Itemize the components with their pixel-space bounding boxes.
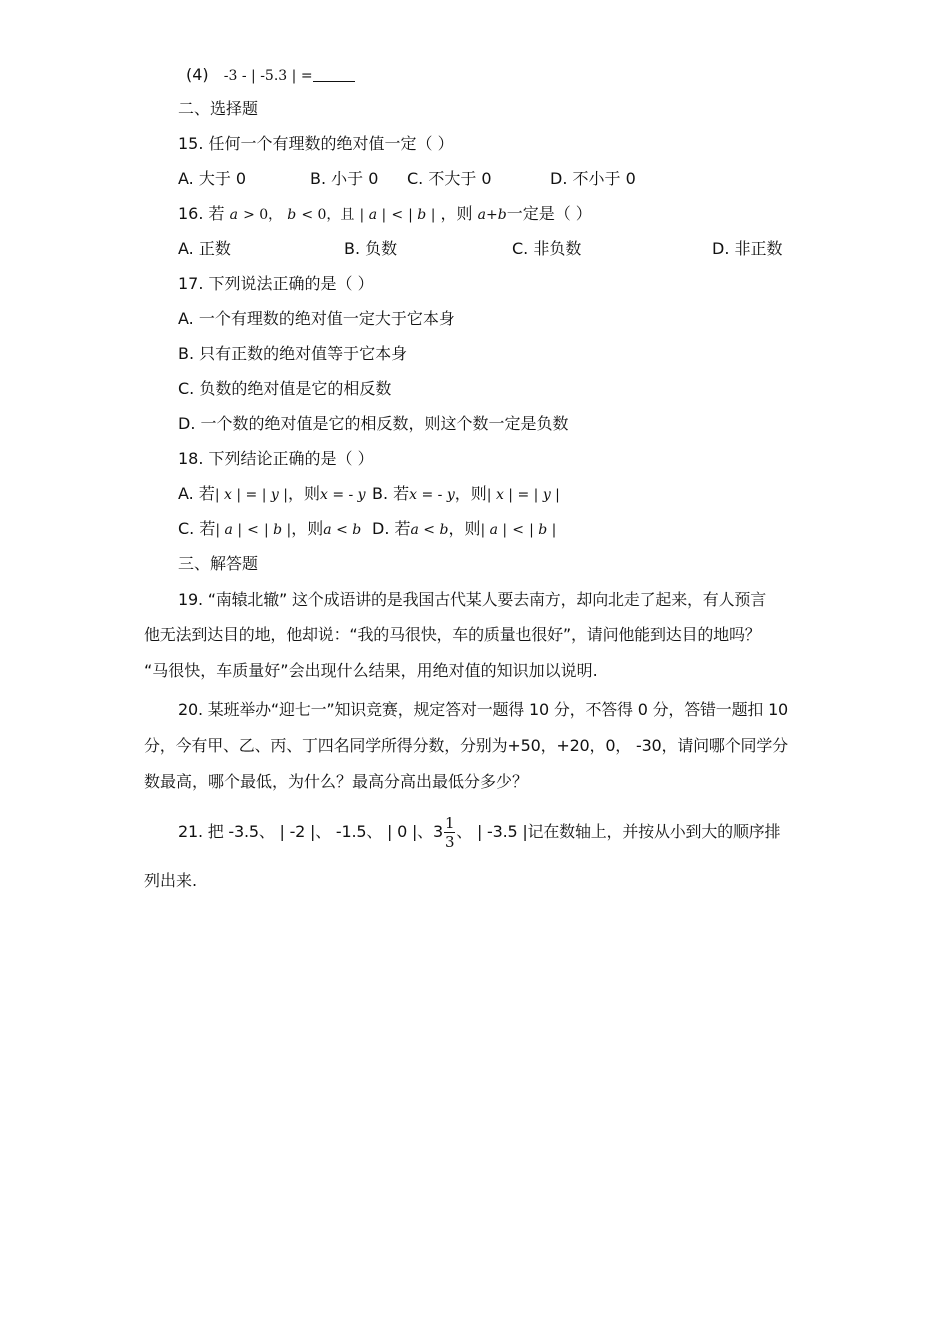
section-3-title: 三、解答题 (178, 554, 259, 573)
q16-gt-zero: > 0， (243, 207, 283, 223)
q18-b-condition: x = - y (409, 487, 455, 503)
q16-option-c: C. 非负数 (512, 239, 582, 258)
q18-d-abs-b: | b | (529, 522, 557, 538)
section-2-title: 二、选择题 (178, 99, 259, 118)
q18-stem: 18. 下列结论正确的是（ ） (178, 449, 374, 468)
q18-d-abs-a: | a | (480, 522, 508, 538)
q18-a-result: x = - y (319, 487, 366, 503)
q17-option-c: C. 负数的绝对值是它的相反数 (178, 379, 392, 398)
q17-option-a: A. 一个有理数的绝对值一定大于它本身 (178, 309, 455, 328)
q18-c-lt: < (247, 522, 259, 538)
q18-d-label: D. 若 (372, 519, 411, 538)
q17-option-b: B. 只有正数的绝对值等于它本身 (178, 344, 408, 363)
q16-stem (178, 203, 592, 226)
q17-option-d: D. 一个数的绝对值是它的相反数，则这个数一定是负数 (178, 414, 569, 433)
q19-line-2: 他无法到达目的地，他却说：“我的马很快，车的质量也很好”，请问他能到达目的地吗？ (144, 625, 761, 644)
q17-stem: 17. 下列说法正确的是（ ） (178, 274, 374, 293)
q14-part4-expr: -3 - | -5.3 | = (223, 68, 313, 84)
q21-line-1 (178, 810, 780, 854)
q18-c-abs-a: | a | (215, 522, 243, 538)
q18-b-then: ，则 (454, 484, 487, 503)
q16-option-b: B. 负数 (344, 239, 398, 258)
q18-option-d (372, 518, 556, 541)
q18-c-then: ，则 (291, 519, 324, 538)
q18-c-result: a < b (323, 522, 362, 538)
q14-part4-label: (4) (186, 65, 209, 84)
fraction-denominator: 3 (444, 832, 455, 851)
q18-a-then: ，则 (287, 484, 320, 503)
q16-then: ，则 (440, 204, 473, 223)
q18-c-abs-b: | b | (263, 522, 292, 538)
q18-d-condition: a < b (410, 522, 449, 538)
q15-option-b: B. 小于 0 (310, 169, 379, 188)
q16-abs-a: | a | (359, 207, 387, 223)
q16-option-d: D. 非正数 (712, 239, 783, 258)
q15-stem: 15. 任何一个有理数的绝对值一定（ ） (178, 134, 454, 153)
q16-lt-zero: < 0，且 (301, 207, 355, 223)
q19-line-1: 19. “南辕北辙” 这个成语讲的是我国古代某人要去南方，却向北走了起来，有人预言 (178, 590, 766, 609)
q16-lt: < (391, 207, 404, 223)
q16-num: 16. 若 (178, 204, 225, 223)
q18-c-label: C. 若 (178, 519, 216, 538)
q20-line-1: 20. 某班举办“迎七一”知识竞赛，规定答对一题得 10 分，不答得 0 分，答错一题扣 10 (178, 700, 789, 719)
q18-b-result: | x | = | y | (486, 487, 560, 503)
q18-b-label: B. 若 (372, 484, 410, 503)
q21-post: 、 | -3.5 |记在数轴上，并按从小到大的顺序排 (456, 822, 781, 841)
q18-option-b (372, 483, 560, 506)
q16-abs-b: | b | (408, 207, 436, 223)
q18-a-label: A. 若 (178, 484, 215, 503)
q16-option-a: A. 正数 (178, 239, 231, 258)
fraction-numerator: 1 (444, 813, 455, 832)
q16-tail: 一定是（ ） (506, 204, 592, 223)
q18-d-lt: < (512, 522, 524, 538)
q21-pre: 21. 把 -3.5、 | -2 |、 -1.5、 | 0 |、3 (178, 822, 443, 841)
answer-blank (313, 67, 355, 82)
q18-a-condition: | x | = | y | (214, 487, 288, 503)
q16-sum: a+b (477, 207, 507, 223)
q19-line-3: “马很快，车质量好”会出现什么结果，用绝对值的知识加以说明. (144, 661, 598, 680)
q18-d-then: ，则 (448, 519, 481, 538)
q20-line-2: 分，今有甲、乙、丙、丁四名同学所得分数，分别为+50，+20，0， -30，请问哪个同学分 (144, 736, 788, 755)
q14-part4 (186, 64, 355, 87)
q18-option-a (178, 483, 366, 506)
q15-option-d: D. 不小于 0 (550, 169, 636, 188)
q16-var-b: b (287, 207, 297, 223)
q20-line-3: 数最高，哪个最低，为什么？最高分高出最低分多少？ (144, 772, 529, 791)
q15-option-c: C. 不大于 0 (407, 169, 492, 188)
q15-option-a: A. 大于 0 (178, 169, 247, 188)
q16-var-a: a (229, 207, 238, 223)
q21-line-2: 列出来. (144, 871, 198, 890)
mixed-fraction (444, 814, 455, 851)
q18-option-c (178, 518, 361, 541)
